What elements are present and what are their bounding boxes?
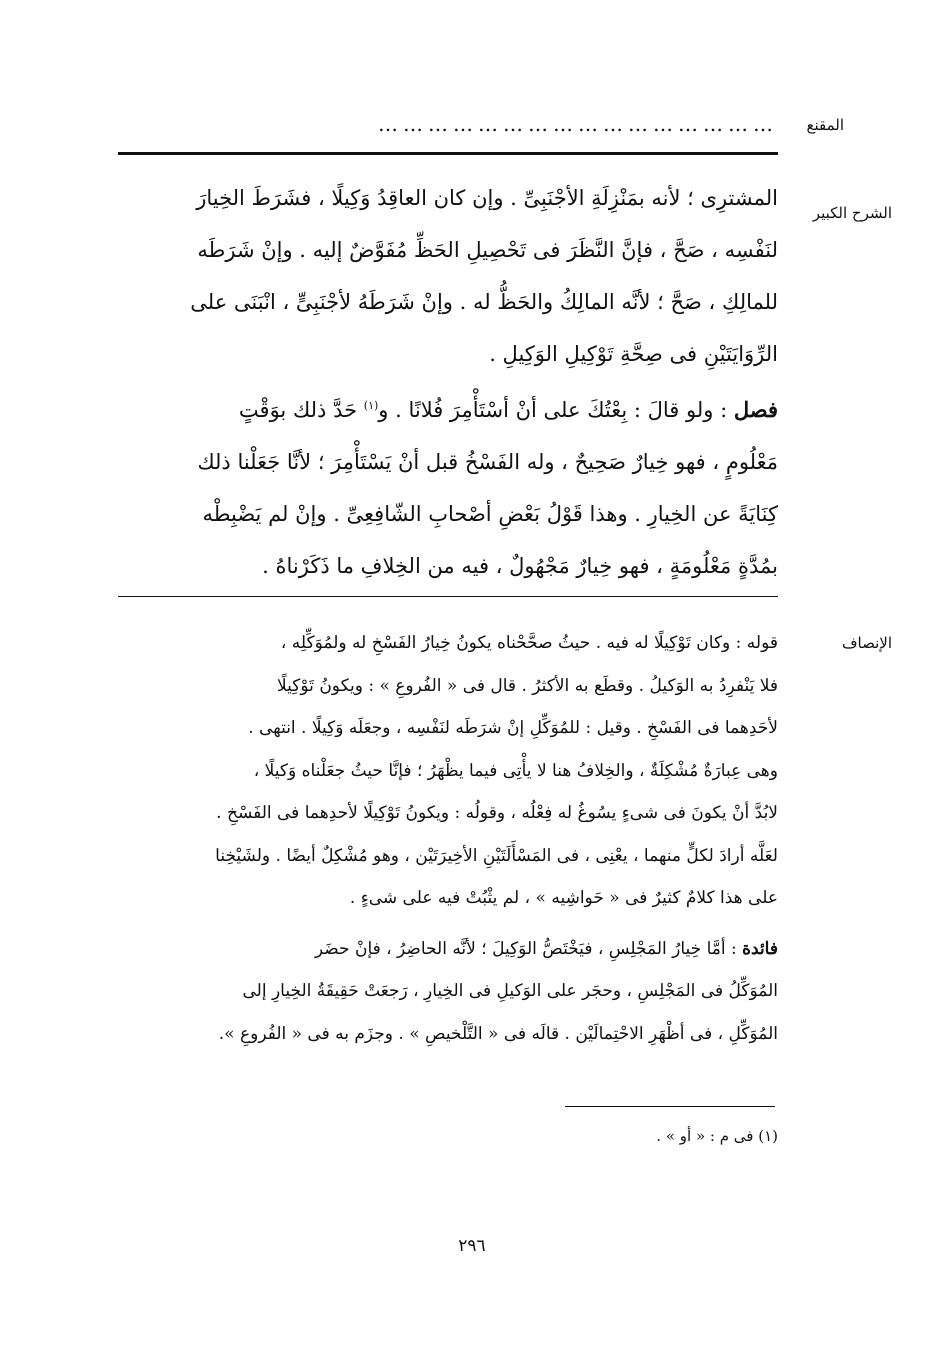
- fasl-line: بمُدَّةٍ مَعْلُومَةٍ ، فهو خِيارٌ مَجْهُولٌ ، فيه من الخِلافِ ما ذَكَرْناهُ .: [262, 554, 778, 578]
- commentary-line: على هذا كلامٌ كثيرٌ فى « حَواشِيه » ، لم يثْبُتْ فيه على شىءٍ .: [349, 888, 778, 908]
- commentary-line: قوله : وكان تَوْكِيلًا له فيه . حيثُ صحَّحْناه يكونُ خِيارُ الفَسْخِ له ولمُوَكِّلِه ،: [280, 633, 778, 653]
- commentary-line: وهى عِبارَةٌ مُشْكِلَةٌ ، والخِلافُ هنا لا يأْتِى فيما يظْهَرُ ؛ فإنَّا حيثُ جعَلْناه وَكيلًا ،: [253, 760, 778, 781]
- header-dotted-leader: …………………………………………: [378, 112, 778, 132]
- running-header-title: المقنع: [806, 116, 844, 134]
- commentary-text-block: [118, 622, 778, 1055]
- footnote-rule: [565, 1106, 775, 1107]
- fasl-line: [118, 380, 778, 436]
- fasl-line: كِنَايَةً عن الخِيارِ . وهذا قَوْلُ بَعْضِ أصْحابِ الشّافِعِىِّ . وإنْ لم يَضْبِطْه: [202, 502, 778, 526]
- section-divider: [118, 596, 778, 597]
- faida-line: [118, 928, 778, 971]
- main-line: لنَفْسِه ، صَحَّ ، فإنَّ النَّظَرَ فى تَحْصِيلِ الحَظِّ مُفَوَّضٌ إليه . وإنْ شَرَطَه: [197, 238, 778, 262]
- commentary-line: لعَلَّه أرادَ لكلٍّ منهما ، يعْنِى ، فى المَسْأَلَتَيْنِ الأخِيرَتَيْن ، وهو مُشْكِلٌ أيضًا . ولشَيْخِنا: [215, 845, 778, 866]
- main-line: الرِّوَايَتَيْنِ فى صِحَّةِ تَوْكِيلِ الوَكِيلِ .: [489, 342, 778, 366]
- main-text-block: [118, 172, 778, 592]
- footnote: (١) فى م : « أو » .: [656, 1127, 778, 1145]
- commentary-line: لأحَدِهما فى الفَسْخِ . وقيل : للمُوَكِّلِ إنْ شرَطَه لنَفْسِه ، وجعَلَه وَكِيلًا . انتهى .: [248, 718, 778, 738]
- commentary-margin-label: الإنصاف: [841, 634, 892, 652]
- main-line: المشترِى ؛ لأنه بمَنْزِلَةِ الأجْنَبِىِّ . وإن كان العاقِدُ وَكِيلًا ، فشَرَطَ الخِيارَ: [196, 186, 778, 210]
- header-rule: [118, 152, 778, 155]
- main-line: للمالِكِ ، صَحَّ ؛ لأنَّه المالِكُ والحَظُّ له . وإنْ شَرَطَهُ لأجْنَبِىٍّ ، انْبَنَى على: [190, 290, 778, 314]
- faida-line: المُوَكِّلُ فى المَجْلِسِ ، وحجَر على الوَكيلِ فى الخِيارِ ، رَجعَتْ حَقِيقَةُ الخِيارِ إلى: [242, 981, 778, 1001]
- footnote-marker: (١): [363, 399, 379, 412]
- fasl-text-cont: حَدَّ ذلك بوَقْتٍ: [238, 398, 358, 422]
- commentary-line: لابُدَّ أنْ يكونَ فى شىءٍ يسُوغُ له فِعْلُه ، وقولُه : ويكونُ تَوْكِيلًا لأحدِهما فى الفَسْخِ .: [216, 803, 778, 823]
- main-margin-label: الشرح الكبير: [812, 204, 892, 222]
- fasl-text: : ولو قالَ : بِعْتُكَ على أنْ أسْتَأْمِرَ فُلانًا . و: [378, 398, 728, 422]
- faida-heading: فائدة: [742, 938, 778, 959]
- page-number: ٢٩٦: [458, 1236, 486, 1256]
- fasl-heading: فصل: [733, 397, 778, 422]
- faida-text: : أمَّا خِيارُ المَجْلِسِ ، فيَخْتَصُّ الوَكِيلَ ؛ لأنَّه الحاضِرُ ، فإنْ حضَر: [314, 938, 737, 959]
- faida-line: المُوَكِّلِ ، فى أظْهَرِ الاحْتِمالَيْن . قالَه فى « التَّلْخيصِ » . وجزَم به فى « الفُروعِ ».: [218, 1023, 778, 1044]
- fasl-line: مَعْلُومٍ ، فهو خِيارٌ صَحِيحٌ ، وله الفَسْخُ قبل أنْ يَسْتَأْمِرَ ؛ لأنَّا جَعَلْنا ذلك: [197, 450, 778, 474]
- commentary-line: فلا يَنْفرِدُ به الوَكيلُ . وقطَع به الأكثرُ . قال فى « الفُروعِ » : ويكونُ تَوْكِيلًا: [277, 675, 778, 696]
